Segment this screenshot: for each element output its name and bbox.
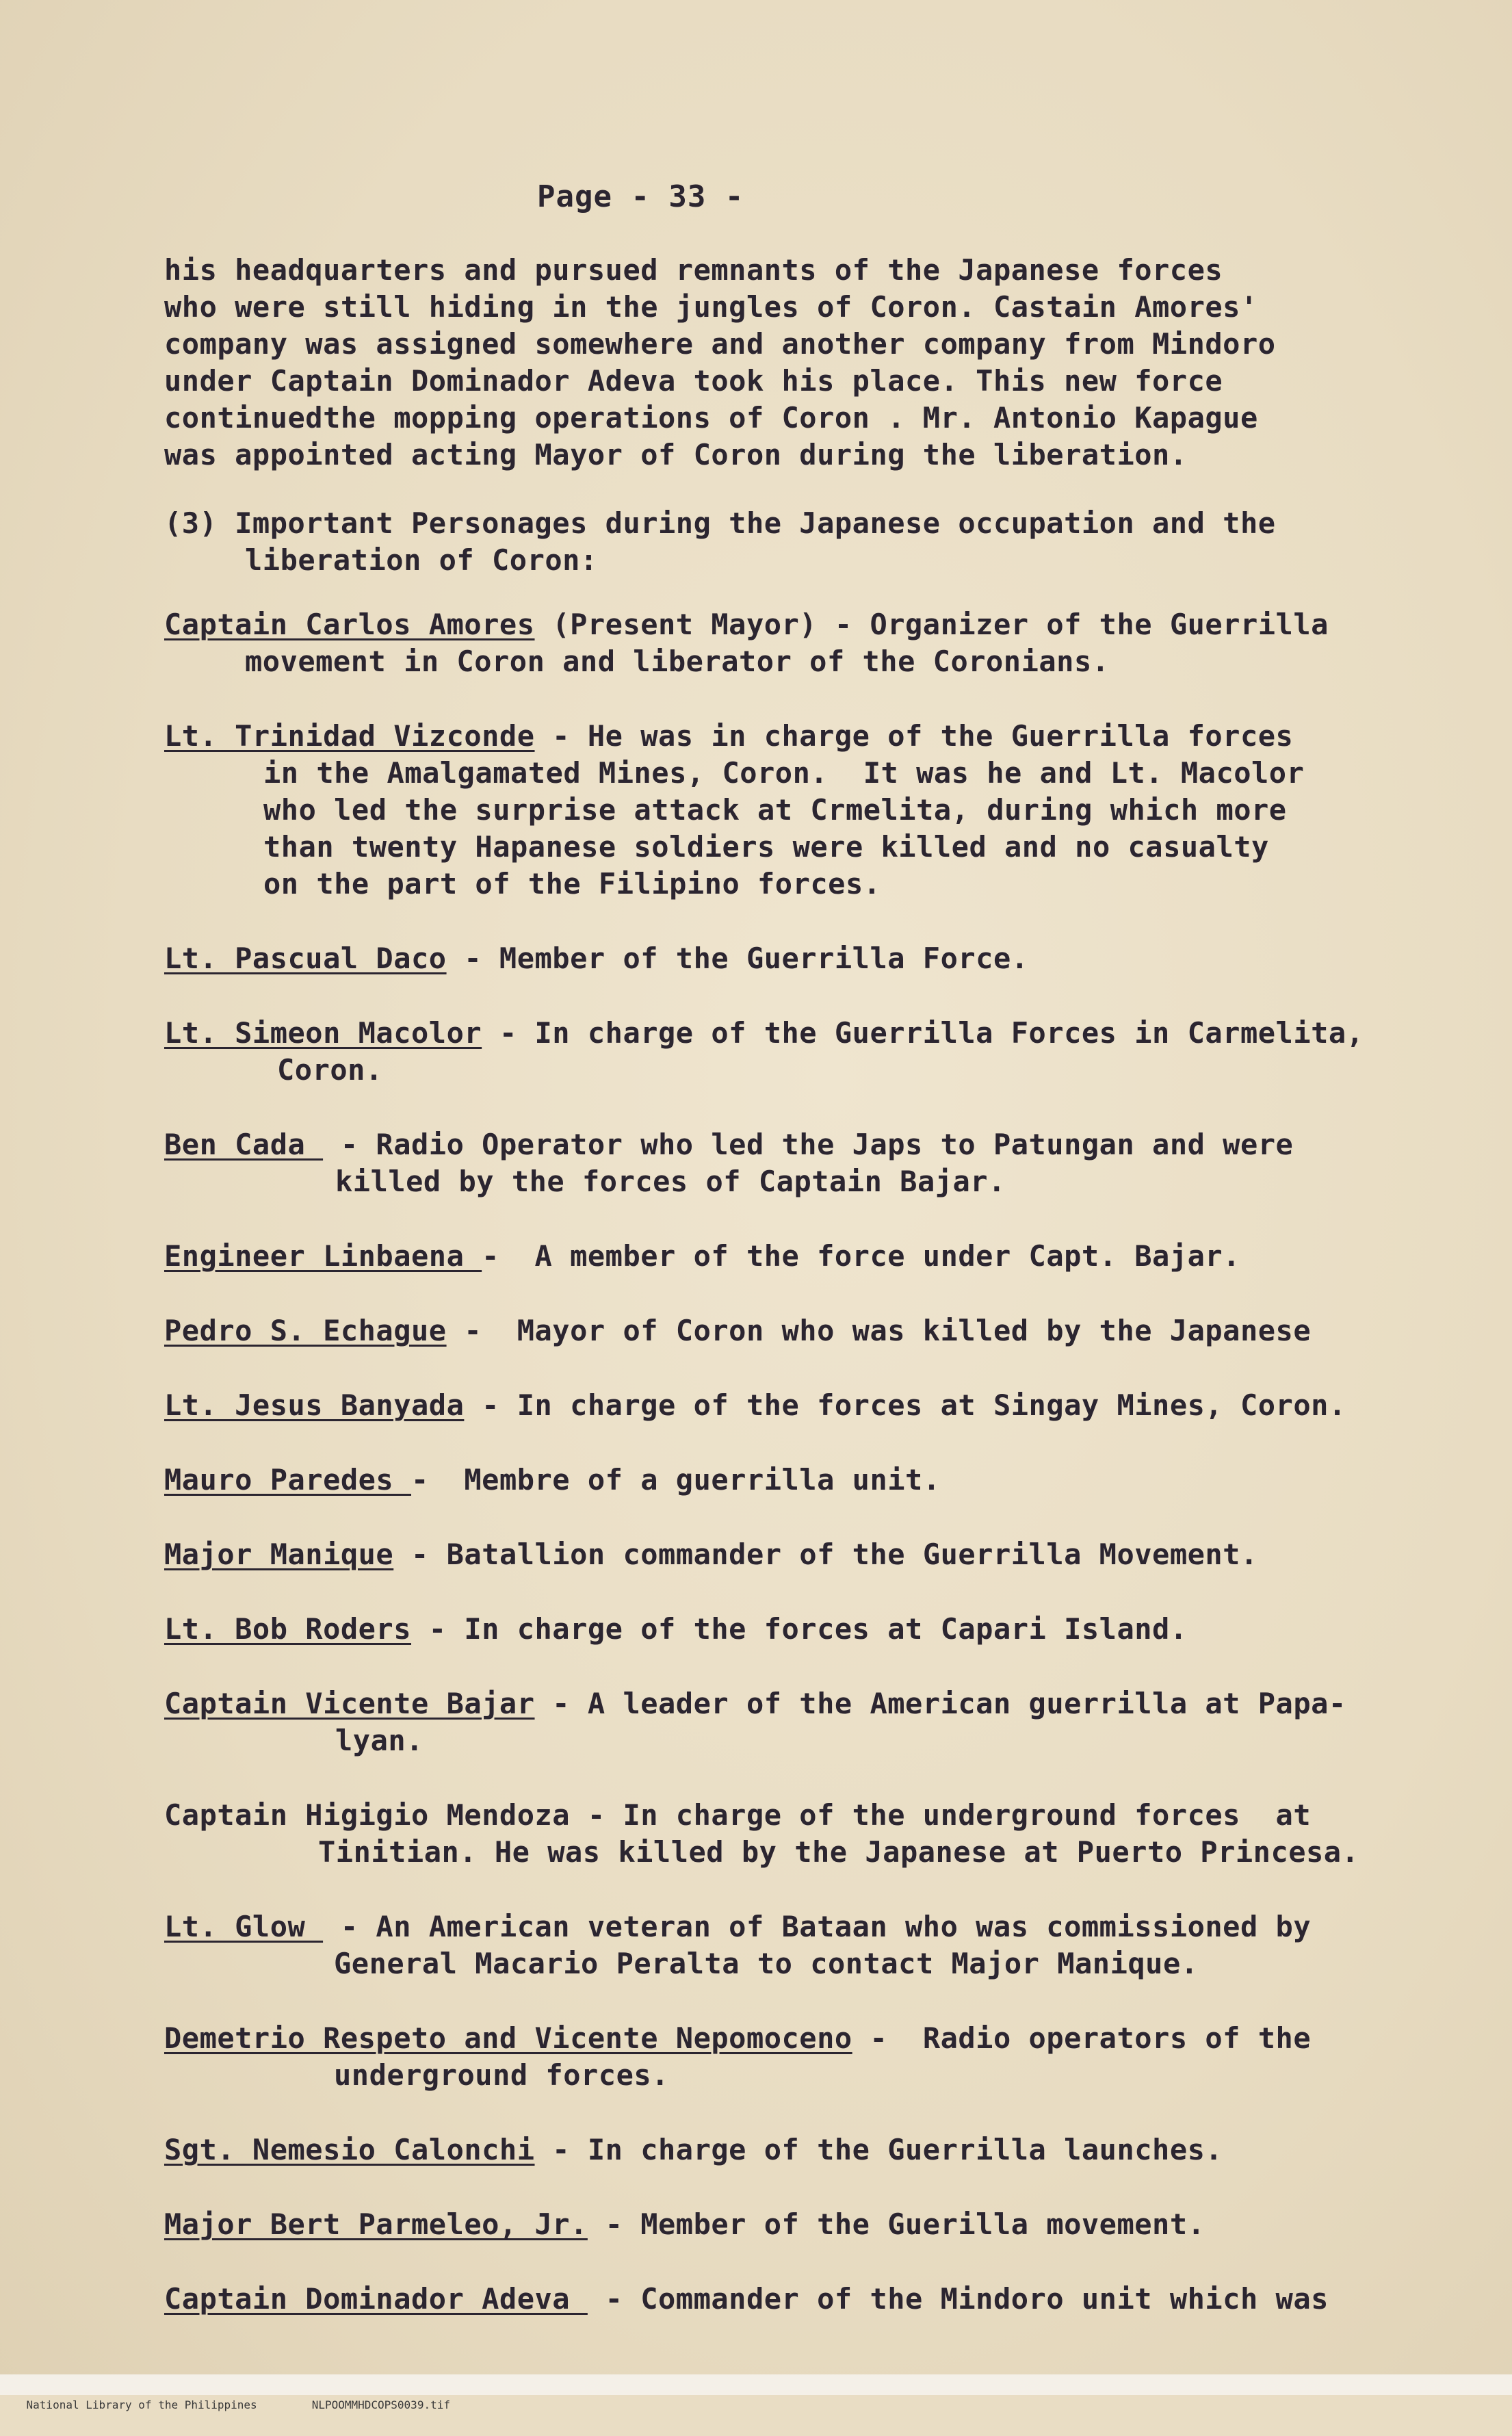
entry-first-line (164, 2206, 1464, 2243)
personage-name: Lt. Bob Roders (164, 1612, 412, 1646)
personage-entry (164, 2206, 1464, 2243)
entry-continuation-line: Tinitian. He was killed by the Japanese at Puerto Princesa. (318, 1835, 1359, 1869)
personage-entry (164, 2132, 1464, 2168)
personage-entry (164, 1462, 1464, 1499)
personage-description: - Mayor of Coron who was killed by the Japanese (446, 1314, 1312, 1347)
personage-description: - Batallion commander of the Guerrilla Movement. (393, 1538, 1258, 1571)
entry-first-line (164, 2132, 1464, 2168)
entry-first-line (164, 1387, 1464, 1424)
intro-line: was appointed acting Mayor of Coron during the liberation. (164, 438, 1188, 471)
entry-continuation-line: than twenty Hapanese soldiers were killed and no casualty (263, 830, 1269, 864)
entry-continuation-line: on the part of the Filipino forces. (263, 867, 881, 900)
intro-line: his headquarters and pursued remnants of the Japanese forces (164, 253, 1223, 287)
entry-first-line (164, 1312, 1464, 1349)
personage-entry (164, 1126, 1464, 1200)
personage-name: Captain Dominador Adeva (164, 2282, 588, 2316)
personage-name: Lt. Pascual Daco (164, 942, 447, 975)
personage-description: - In charge of the Guerrilla launches. (534, 2133, 1223, 2166)
personage-entry (164, 1685, 1464, 1759)
personage-entry (164, 940, 1464, 977)
personage-name: Ben Cada (164, 1128, 324, 1161)
personage-name: Major Manique (164, 1538, 394, 1571)
personage-description: - A member of the force under Capt. Bajar. (482, 1239, 1240, 1273)
entry-first-line (164, 1908, 1464, 1945)
personage-entry (164, 1611, 1464, 1648)
personage-name: Mauro Paredes (164, 1463, 412, 1496)
heading-line: liberation of Coron: (245, 543, 598, 577)
personage-entry (164, 1387, 1464, 1424)
personage-description: - In charge of the Guerrilla Forces in Carmelita, (482, 1016, 1364, 1050)
entry-first-line (164, 1611, 1464, 1648)
personage-entry (164, 1797, 1464, 1871)
personages-list (164, 606, 1464, 2318)
footer-filename: NLPOOMMHDCOPS0039.tif (311, 2398, 450, 2411)
entry-continuation-line: lyan. (335, 1724, 423, 1757)
intro-line: under Captain Dominador Adeva took his place. This new force (164, 364, 1223, 398)
entry-first-line (164, 1462, 1464, 1499)
personage-name: Major Bert Parmeleo, Jr. (164, 2207, 588, 2241)
personage-entry (164, 2281, 1464, 2318)
personage-description: - In charge of the forces at Capari Island. (411, 1612, 1188, 1646)
personage-entry (164, 718, 1464, 903)
personage-description: - He was in charge of the Guerrilla forces (534, 719, 1294, 753)
personage-entry (164, 1536, 1464, 1573)
entry-continuation-line: Coron. (277, 1053, 383, 1087)
personage-entry (164, 606, 1464, 680)
personage-description: - Member of the Guerrilla Force. (446, 942, 1029, 975)
entry-continuation-line: who led the surprise attack at Crmelita, during which more (263, 793, 1287, 827)
personage-name: Captain Vicente Bajar (164, 1687, 535, 1720)
entry-first-line (164, 606, 1464, 643)
scan-footer (0, 2374, 1512, 2411)
entry-continuation-line: General Macario Peralta to contact Major Manique. (334, 1947, 1199, 1980)
section-heading (164, 505, 1464, 579)
personage-description: - Commander of the Mindoro unit which was (587, 2282, 1329, 2316)
personage-name: Lt. Glow (164, 1910, 324, 1943)
entry-first-line (164, 940, 1464, 977)
intro-line: company was assigned somewhere and another company from Mindoro (164, 327, 1276, 361)
personage-description: - Radio Operator who led the Japs to Patungan and were (323, 1128, 1294, 1161)
page-number: Page - 33 - (537, 179, 744, 214)
intro-paragraph (164, 252, 1464, 474)
personage-description: Captain Higigio Mendoza - In charge of the underground forces at (164, 1798, 1312, 1832)
entry-continuation-line: in the Amalgamated Mines, Coron. It was he and Lt. Macolor (263, 756, 1305, 790)
personage-description: - Membre of a guerrilla unit. (411, 1463, 941, 1496)
personage-name: Demetrio Respeto and Vicente Nepomoceno (164, 2021, 852, 2055)
entry-continuation-line: movement in Coron and liberator of the Coronians. (245, 645, 1110, 678)
entry-first-line (164, 718, 1464, 755)
entry-continuation-line: underground forces. (334, 2058, 669, 2092)
entry-first-line (164, 1685, 1464, 1722)
document-body (164, 252, 1464, 2318)
personage-description: - Radio operators of the (852, 2021, 1312, 2055)
personage-description: - In charge of the forces at Singay Mines, Coron. (464, 1388, 1346, 1422)
personage-entry (164, 1015, 1464, 1089)
personage-entry (164, 2020, 1464, 2094)
personage-entry (164, 1908, 1464, 1982)
intro-line: who were still hiding in the jungles of Coron. Castain Amores' (164, 290, 1258, 324)
entry-continuation-line: killed by the forces of Captain Bajar. (335, 1165, 1006, 1198)
personage-name: Lt. Simeon Macolor (164, 1016, 482, 1050)
personage-description: - An American veteran of Bataan who was commissioned by (323, 1910, 1312, 1943)
personage-description: (Present Mayor) - Organizer of the Guerrilla (534, 608, 1329, 641)
heading-line: (3) Important Personages during the Japanese occupation and the (164, 506, 1276, 540)
intro-line: continuedthe mopping operations of Coron . Mr. Antonio Kapague (164, 401, 1258, 435)
personage-name: Lt. Jesus Banyada (164, 1388, 465, 1422)
entry-first-line (164, 1238, 1464, 1275)
personage-name: Pedro S. Echague (164, 1314, 447, 1347)
entry-first-line (164, 2281, 1464, 2318)
personage-description: - A leader of the American guerrilla at Papa- (534, 1687, 1346, 1720)
footer-source: National Library of the Philippines (26, 2398, 257, 2411)
personage-entry (164, 1312, 1464, 1349)
personage-name: Lt. Trinidad Vizconde (164, 719, 535, 753)
entry-first-line (164, 2020, 1464, 2057)
personage-name: Captain Carlos Amores (164, 608, 535, 641)
entry-first-line (164, 1536, 1464, 1573)
personage-description: - Member of the Guerilla movement. (587, 2207, 1205, 2241)
entry-first-line (164, 1126, 1464, 1163)
entry-first-line (164, 1015, 1464, 1052)
personage-name: Engineer Linbaena (164, 1239, 482, 1273)
entry-first-line (164, 1797, 1464, 1834)
personage-entry (164, 1238, 1464, 1275)
personage-name: Sgt. Nemesio Calonchi (164, 2133, 535, 2166)
